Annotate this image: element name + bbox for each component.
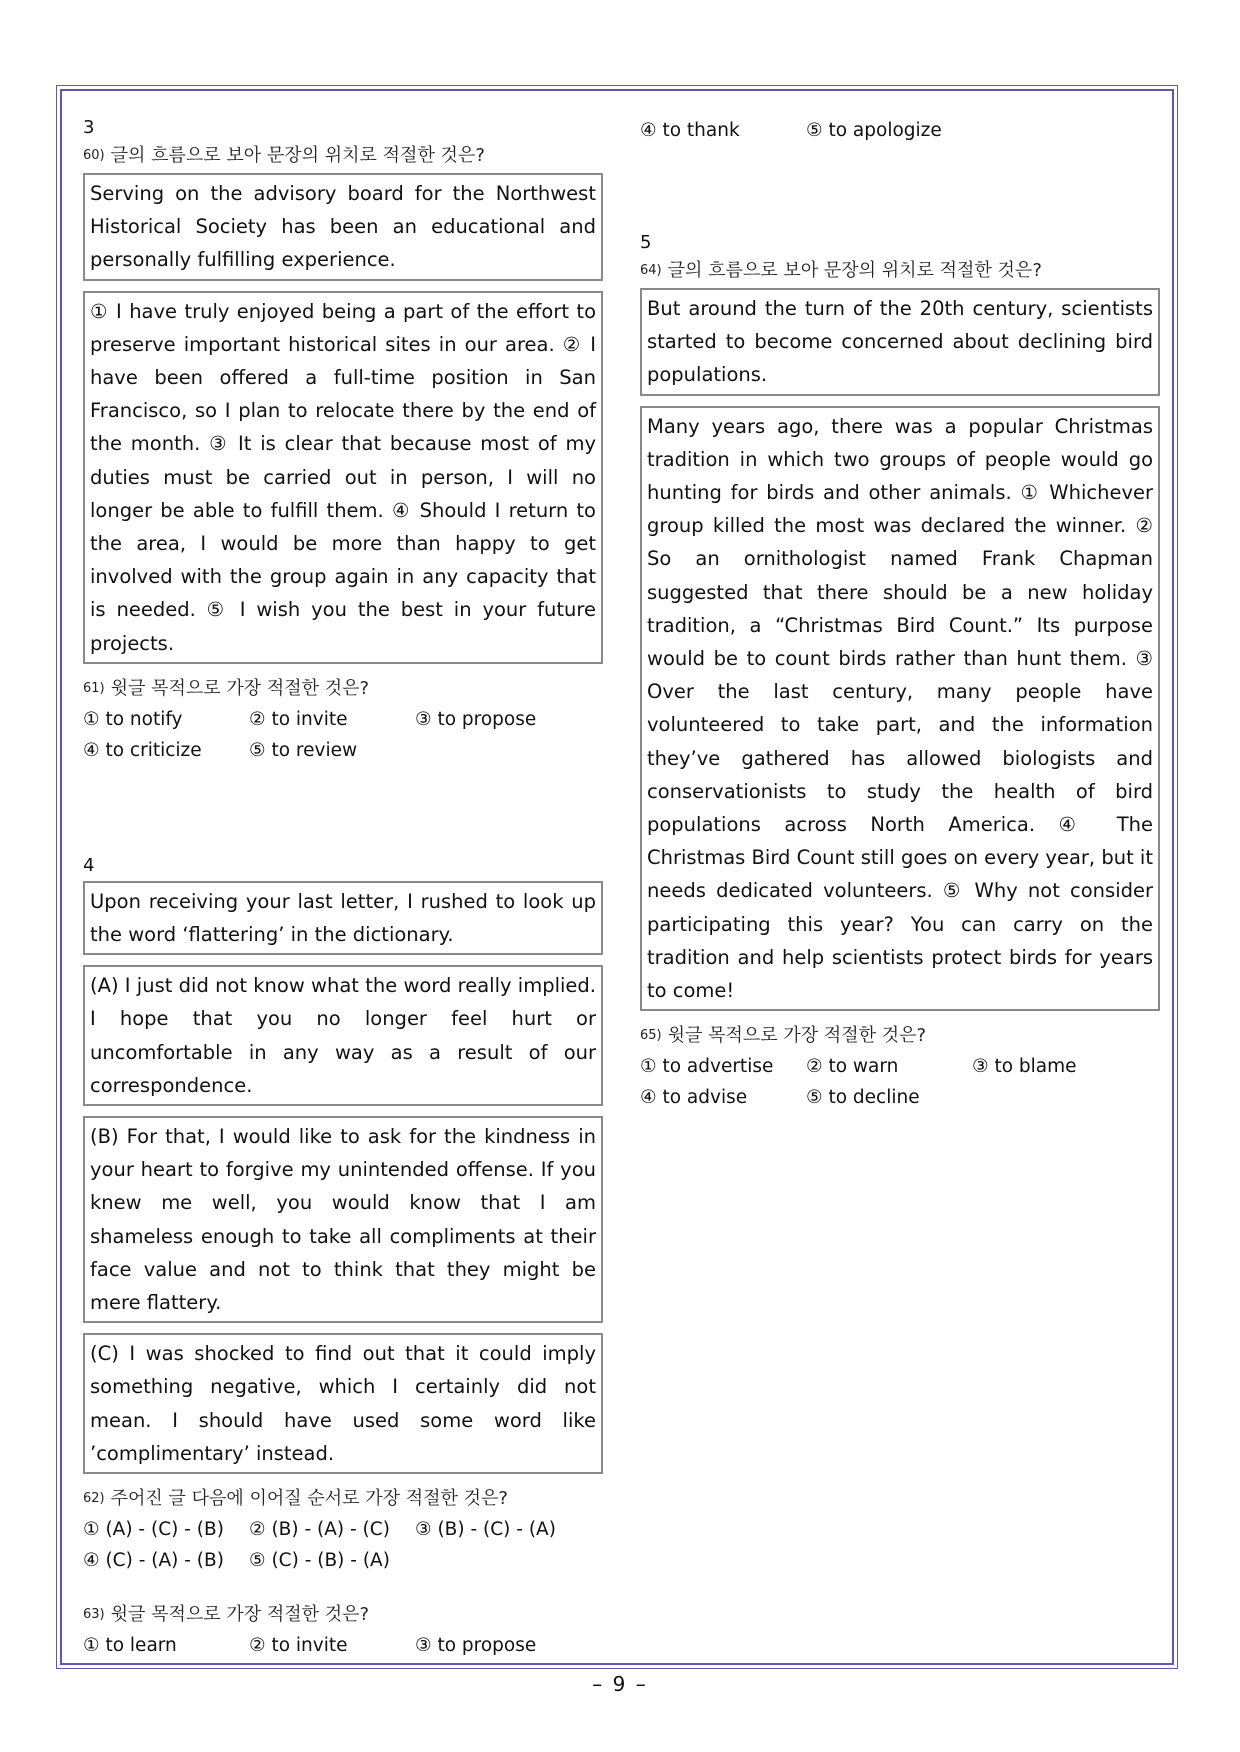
section-number-4: 4 — [83, 854, 95, 876]
option-65-2[interactable]: ② to warn — [806, 1056, 899, 1078]
paragraph-a: (A) I just did not know what the word really implied. I hope that you no longer feel hurt or uncomfortable in any way as a result of our correspondence. — [83, 965, 603, 1106]
given-sentence-64: But around the turn of the 20th century, scientists started to become concerned about declining bird populations. — [640, 288, 1160, 396]
section-number-5: 5 — [640, 232, 652, 253]
question-62-number: 62) — [83, 1491, 105, 1507]
option-65-5[interactable]: ⑤ to decline — [806, 1087, 920, 1109]
left-column — [83, 115, 603, 1661]
question-65-text: 윗글 목적으로 가장 적절한 것은? — [667, 1025, 927, 1047]
question-65-number: 65) — [640, 1028, 662, 1044]
question-60 — [83, 141, 603, 171]
options-61 — [83, 704, 603, 766]
option-63-1[interactable]: ① to learn — [83, 1635, 177, 1657]
question-60-text: 글의 흐름으로 보아 문장의 위치로 적절한 것은? — [110, 145, 485, 166]
question-63 — [83, 1600, 603, 1630]
option-62-1[interactable]: ① (A) - (C) - (B) — [83, 1519, 224, 1541]
option-63-2[interactable]: ② to invite — [249, 1635, 348, 1657]
page-number: – 9 – — [592, 1672, 648, 1696]
option-63-3[interactable]: ③ to propose — [415, 1635, 537, 1657]
question-60-number: 60) — [83, 148, 105, 163]
question-64 — [640, 256, 1160, 286]
right-column — [640, 115, 1160, 1113]
option-61-1[interactable]: ① to notify — [83, 708, 183, 730]
given-sentence-62: Upon receiving your last letter, I rushed to look up the word ‘flattering’ in the dictionary. — [83, 881, 603, 955]
option-63-4[interactable]: ④ to thank — [640, 120, 740, 141]
option-61-3[interactable]: ③ to propose — [415, 708, 537, 730]
question-63-text: 윗글 목적으로 가장 적절한 것은? — [110, 1604, 370, 1626]
option-65-1[interactable]: ① to advertise — [640, 1056, 774, 1078]
option-61-5[interactable]: ⑤ to review — [249, 739, 358, 761]
option-62-2[interactable]: ② (B) - (A) - (C) — [249, 1519, 390, 1541]
option-62-5[interactable]: ⑤ (C) - (B) - (A) — [249, 1550, 390, 1572]
question-64-number: 64) — [640, 263, 662, 278]
section-number-3: 3 — [83, 117, 95, 138]
option-65-4[interactable]: ④ to advise — [640, 1087, 748, 1109]
option-61-4[interactable]: ④ to criticize — [83, 739, 202, 761]
question-63-number: 63) — [83, 1607, 105, 1623]
question-62 — [83, 1484, 603, 1514]
passage-3: ① I have truly enjoyed being a part of the effort to preserve important historical sites in our area. ② I have been offered a full-time position in San Francisco, so I plan to relocate there by the end of the month. ③ It is clear that because most of my duties must be carried out in person, I will no longer be able to fulfill them. ④ Should I return to the area, I would be more than happy to get involved with the group again in any capacity that is needed. ⑤ I wish you the best in your future projects. — [83, 291, 603, 664]
options-62 — [83, 1514, 603, 1576]
option-61-2[interactable]: ② to invite — [249, 708, 348, 730]
option-62-4[interactable]: ④ (C) - (A) - (B) — [83, 1550, 224, 1572]
question-61-text: 윗글 목적으로 가장 적절한 것은? — [110, 677, 370, 699]
given-sentence-60: Serving on the advisory board for the Northwest Historical Society has been an educational and personally fulfilling experience. — [83, 173, 603, 281]
option-62-3[interactable]: ③ (B) - (C) - (A) — [415, 1519, 556, 1541]
question-61 — [83, 674, 603, 704]
question-62-text: 주어진 글 다음에 이어질 순서로 가장 적절한 것은? — [110, 1488, 508, 1510]
option-65-3[interactable]: ③ to blame — [972, 1056, 1077, 1078]
options-63-continued — [640, 115, 1160, 146]
question-65 — [640, 1021, 1160, 1051]
options-63 — [83, 1630, 603, 1661]
paragraph-b: (B) For that, I would like to ask for the kindness in your heart to forgive my unintended offense. If you knew me well, you would know that I am shameless enough to take all compliments at their face value and not to think that they might be mere flattery. — [83, 1116, 603, 1323]
option-63-5[interactable]: ⑤ to apologize — [806, 120, 942, 141]
paragraph-c: (C) I was shocked to find out that it could imply something negative, which I certainly did not mean. I should have used some word like ’complimentary’ instead. — [83, 1333, 603, 1474]
question-64-text: 글의 흐름으로 보아 문장의 위치로 적절한 것은? — [667, 260, 1042, 281]
question-61-number: 61) — [83, 680, 105, 696]
options-65 — [640, 1051, 1160, 1113]
passage-5: Many years ago, there was a popular Christmas tradition in which two groups of people would go hunting for birds and other animals. ① Whichever group killed the most was declared the winner. ② So an ornithologist named Frank Chapman suggested that there should be a new holiday tradition, a “Christmas Bird Count.” Its purpose would be to count birds rather than hunt them. ③ Over the last century, many people have volunteered to take part, and the information they’ve gathered has allowed biologists and conservationists to study the health of bird populations across North America. ④ The Christmas Bird Count still goes on every year, but it needs dedicated volunteers. ⑤ Why not consider participating this year? You can carry on the tradition and help scientists protect birds for years to come! — [640, 406, 1160, 1012]
